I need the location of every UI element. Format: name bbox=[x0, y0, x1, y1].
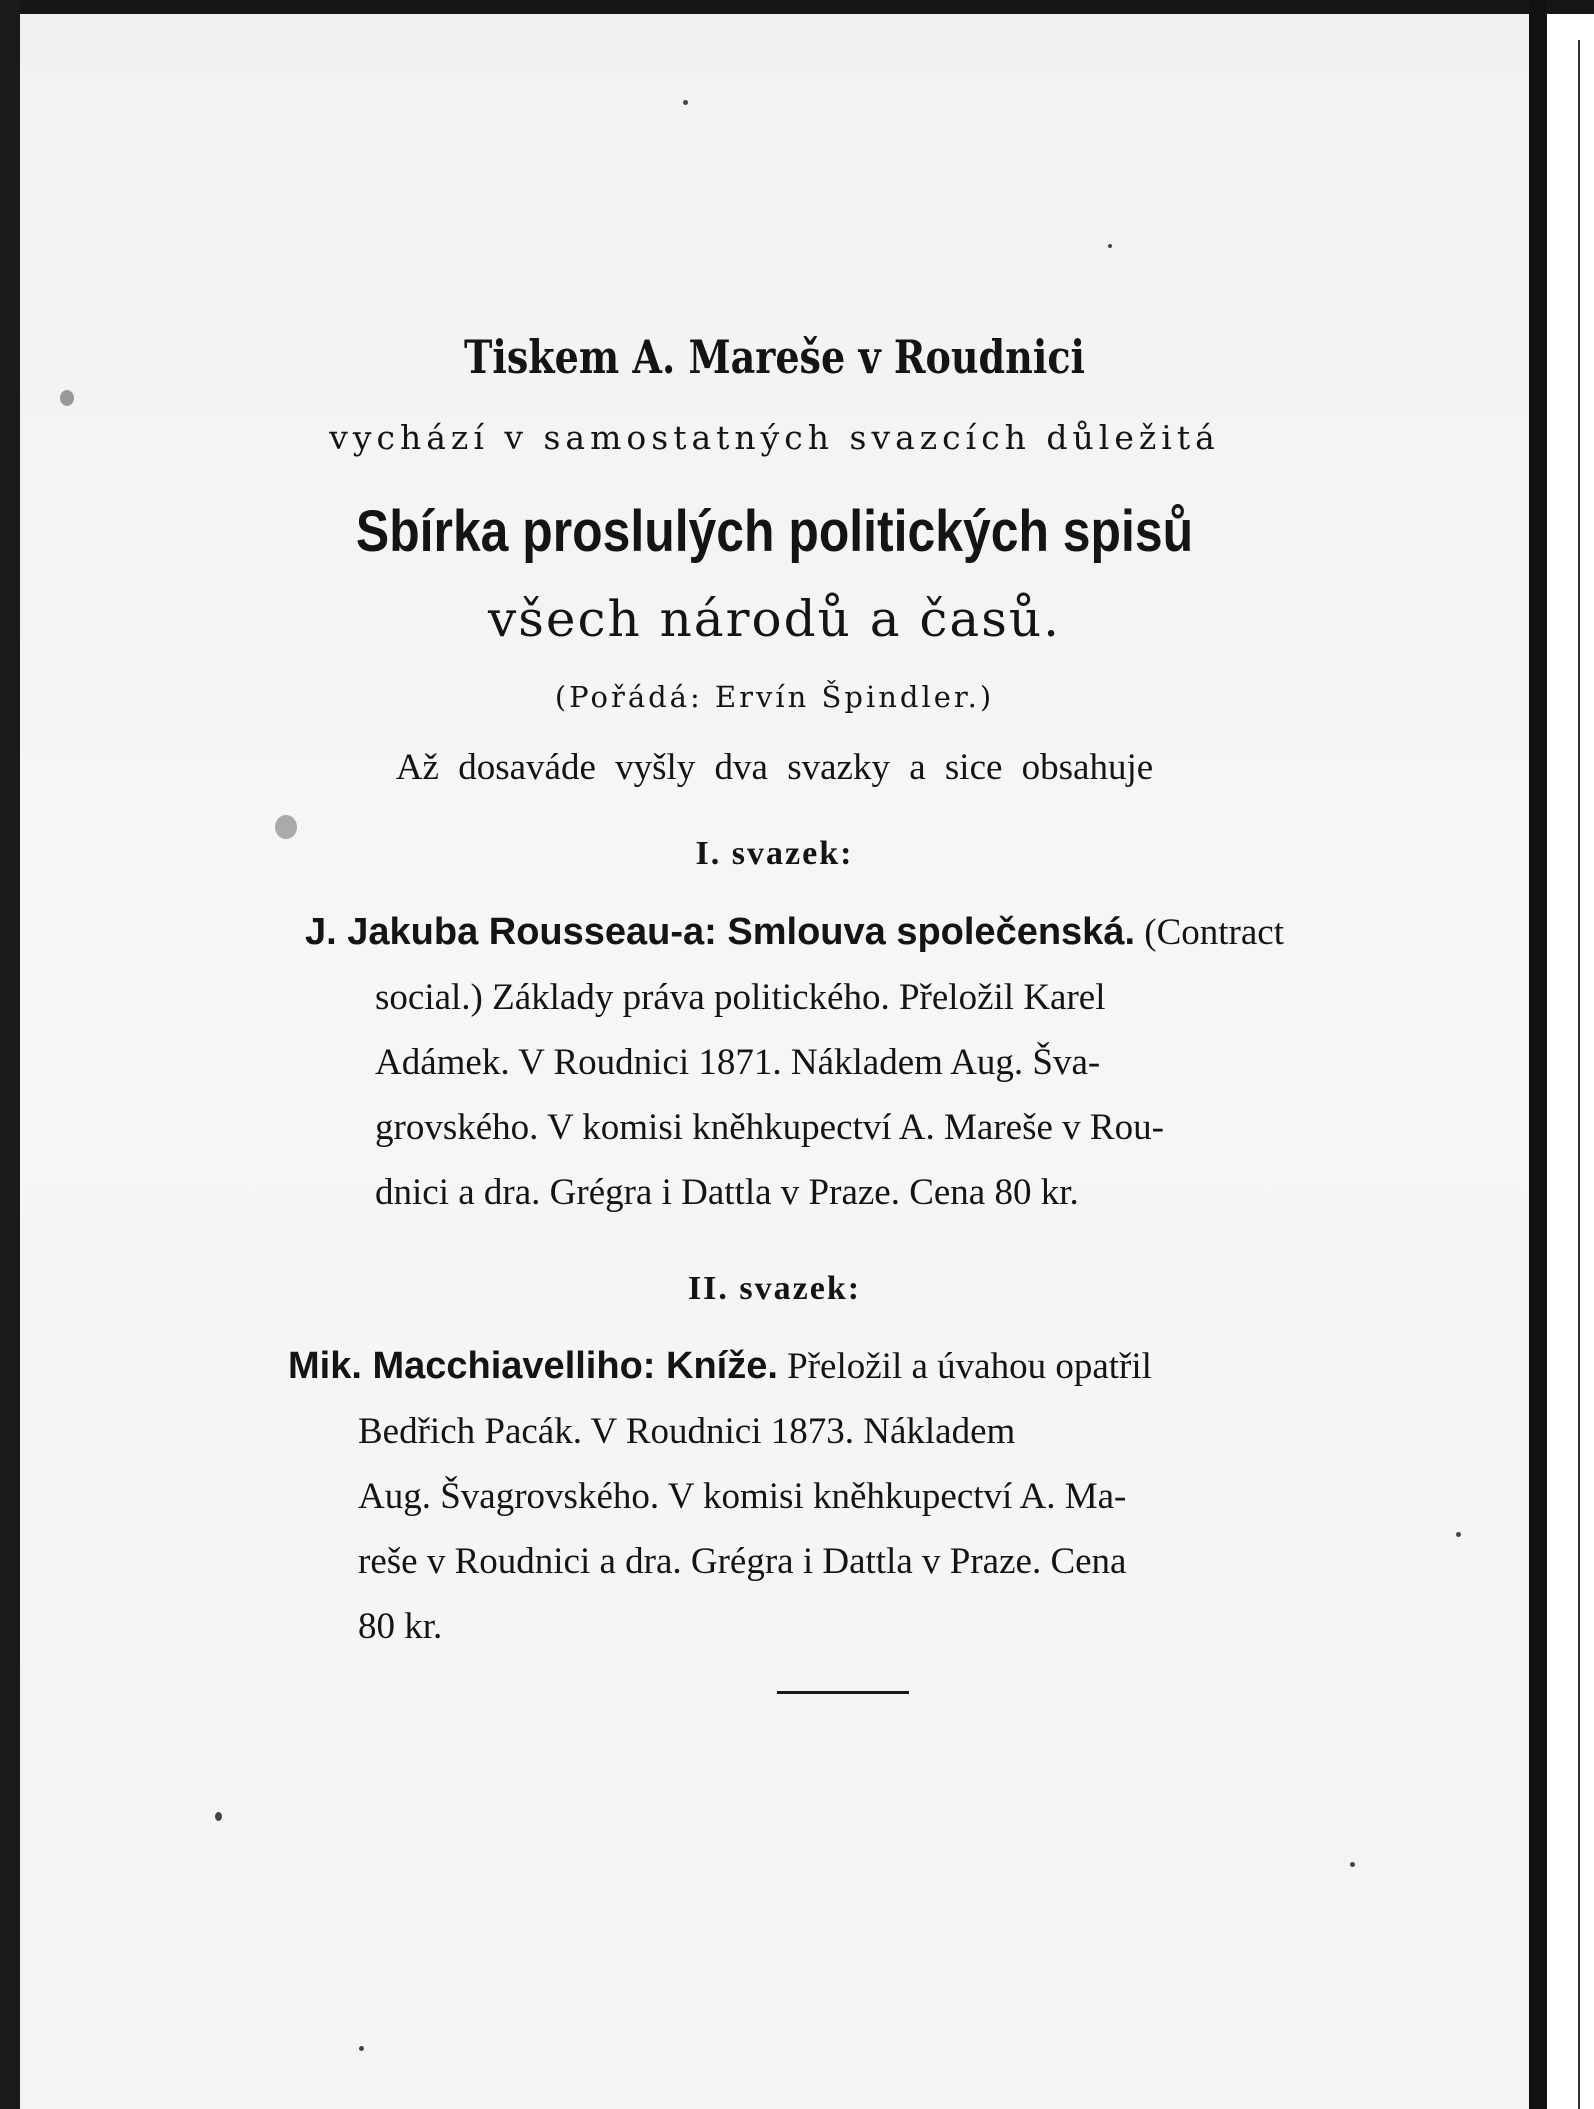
volume-heading: I. svazek: bbox=[695, 835, 854, 872]
entry-text-line: grovského. V komisi kněhkupectví A. Mareše v Rou- bbox=[375, 1107, 1164, 1148]
series-subtitle: všech národů a časů. bbox=[488, 590, 1061, 648]
volume-entry bbox=[288, 1334, 1408, 1659]
scan-border-right bbox=[1529, 0, 1547, 2109]
entry-author-title: Mik. Macchiavelliho: Kníže. bbox=[288, 1345, 778, 1387]
scan-speck bbox=[359, 2046, 364, 2051]
scan-speck bbox=[683, 100, 688, 105]
series-title: Sbírka proslulých politických spisů bbox=[355, 499, 1194, 564]
entry-text-line: Adámek. V Roudnici 1871. Nákladem Aug. Šva- bbox=[375, 1042, 1101, 1083]
end-rule bbox=[777, 1691, 909, 1694]
entry-text-line: Bedřich Pacák. V Roudnici 1873. Nákladem bbox=[358, 1411, 1016, 1452]
volume-entry bbox=[305, 900, 1405, 1225]
entry-text-line: (Contract bbox=[1144, 912, 1284, 953]
entry-text-line: dnici a dra. Grégra i Dattla v Praze. Cena 80 kr. bbox=[375, 1172, 1079, 1213]
volume-heading: II. svazek: bbox=[687, 1270, 862, 1307]
scan-edge-line bbox=[1578, 40, 1580, 2109]
scan-speck bbox=[1350, 1862, 1355, 1867]
entry-text-line: Aug. Švagrovského. V komisi kněhkupectví A. Ma- bbox=[358, 1476, 1127, 1517]
entry-first-line bbox=[305, 900, 1405, 965]
subtitle-line: vychází v samostatných svazcích důležitá bbox=[329, 418, 1220, 457]
entry-text-line: social.) Základy práva politického. Přeložil Karel bbox=[375, 977, 1106, 1018]
scan-speck bbox=[1456, 1532, 1461, 1537]
scan-speck bbox=[215, 1812, 222, 1821]
entry-text-line: reše v Roudnici a dra. Grégra i Dattla v Praze. Cena bbox=[358, 1541, 1127, 1582]
entry-first-line bbox=[288, 1334, 1408, 1399]
editor-note: (Pořádá: Ervín Špindler.) bbox=[554, 680, 995, 714]
publisher-line: Tiskem A. Mareše v Roudnici bbox=[464, 330, 1085, 384]
scan-border-left bbox=[0, 0, 20, 2109]
entry-text-line: Přeložil a úvahou opatřil bbox=[787, 1346, 1152, 1387]
scan-border-top bbox=[0, 0, 1594, 14]
scan-speck bbox=[1108, 244, 1112, 248]
scan-speck bbox=[60, 390, 74, 406]
intro-line: Až dosaváde vyšly dva svazky a sice obsahuje bbox=[395, 747, 1154, 788]
entry-text-line: 80 kr. bbox=[358, 1606, 443, 1647]
entry-author-title: J. Jakuba Rousseau-a: Smlouva společenská. bbox=[305, 911, 1136, 953]
